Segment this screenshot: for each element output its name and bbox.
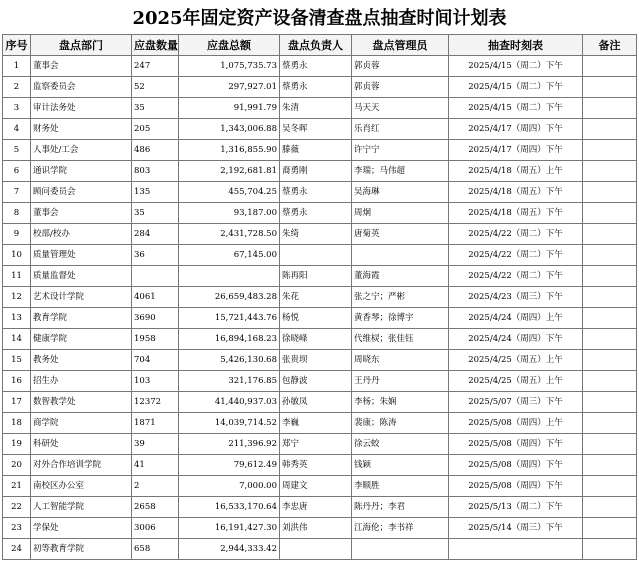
cell-manager[interactable]: 马天天 <box>352 98 449 119</box>
cell-time[interactable]: 2025/5/13（周二）下午 <box>449 497 583 518</box>
cell-amount[interactable]: 41,440,937.03 <box>179 392 280 413</box>
cell-manager[interactable]: 李顺胜 <box>352 476 449 497</box>
cell-manager[interactable]: 江海伦；李书祥 <box>352 518 449 539</box>
cell-manager[interactable]: 裴康；陈涛 <box>352 413 449 434</box>
cell-qty[interactable]: 35 <box>132 203 179 224</box>
cell-manager[interactable]: 张之宁；严彬 <box>352 287 449 308</box>
cell-manager[interactable]: 李杨；朱娴 <box>352 392 449 413</box>
cell-time[interactable]: 2025/5/08（周四）下午 <box>449 476 583 497</box>
cell-leader[interactable]: 朱绮 <box>280 224 352 245</box>
cell-qty[interactable]: 486 <box>132 140 179 161</box>
cell-qty[interactable]: 52 <box>132 77 179 98</box>
cell-leader[interactable]: 吴冬晖 <box>280 119 352 140</box>
cell-manager[interactable] <box>352 539 449 560</box>
cell-time[interactable]: 2025/4/24（周四）下午 <box>449 329 583 350</box>
cell-time[interactable]: 2025/4/15（周二）下午 <box>449 56 583 77</box>
table-row <box>3 245 637 266</box>
cell-qty[interactable]: 135 <box>132 182 179 203</box>
cell-no[interactable]: 13 <box>3 308 31 329</box>
cell-time[interactable]: 2025/5/08（周四）下午 <box>449 455 583 476</box>
cell-amount[interactable]: 79,612.49 <box>179 455 280 476</box>
cell-no[interactable]: 1 <box>3 56 31 77</box>
cell-amount[interactable]: 5,426,130.68 <box>179 350 280 371</box>
cell-time[interactable]: 2025/4/23（周三）下午 <box>449 287 583 308</box>
cell-dept[interactable]: 通识学院 <box>31 161 132 182</box>
table-row <box>3 392 637 413</box>
cell-qty[interactable] <box>132 266 179 287</box>
cell-no[interactable]: 10 <box>3 245 31 266</box>
cell-time[interactable]: 2025/4/24（周四）上午 <box>449 308 583 329</box>
cell-manager[interactable]: 郭贞蓉 <box>352 56 449 77</box>
table-row <box>3 119 637 140</box>
cell-manager[interactable] <box>352 245 449 266</box>
cell-amount[interactable]: 67,145.00 <box>179 245 280 266</box>
cell-remark[interactable] <box>583 203 637 224</box>
cell-dept[interactable]: 董事会 <box>31 203 132 224</box>
cell-remark[interactable] <box>583 266 637 287</box>
cell-no[interactable]: 2 <box>3 77 31 98</box>
cell-leader[interactable]: 蔡勇永 <box>280 182 352 203</box>
table-row <box>3 203 637 224</box>
table-row <box>3 455 637 476</box>
cell-remark[interactable] <box>583 476 637 497</box>
cell-time[interactable]: 2025/5/14（周三）下午 <box>449 518 583 539</box>
cell-leader[interactable]: 朱清 <box>280 98 352 119</box>
cell-remark[interactable] <box>583 329 637 350</box>
cell-dept[interactable]: 南校区办公室 <box>31 476 132 497</box>
table-row <box>3 434 637 455</box>
cell-leader[interactable]: 朱花 <box>280 287 352 308</box>
cell-no[interactable]: 21 <box>3 476 31 497</box>
header-qty: 应盘数量 <box>132 35 179 56</box>
cell-amount[interactable]: 2,944,333.42 <box>179 539 280 560</box>
table-row <box>3 98 637 119</box>
cell-time[interactable]: 2025/4/17（周四）下午 <box>449 140 583 161</box>
cell-qty[interactable]: 803 <box>132 161 179 182</box>
cell-no[interactable]: 3 <box>3 98 31 119</box>
cell-remark[interactable] <box>583 350 637 371</box>
table-row <box>3 371 637 392</box>
cell-amount[interactable]: 455,704.25 <box>179 182 280 203</box>
cell-amount[interactable]: 16,191,427.30 <box>179 518 280 539</box>
cell-qty[interactable]: 1871 <box>132 413 179 434</box>
cell-manager[interactable]: 黄香琴；徐博宇 <box>352 308 449 329</box>
cell-time[interactable]: 2025/4/25（周五）上午 <box>449 350 583 371</box>
cell-dept[interactable]: 教务处 <box>31 350 132 371</box>
cell-leader[interactable]: 滕薇 <box>280 140 352 161</box>
cell-dept[interactable]: 数智教学处 <box>31 392 132 413</box>
cell-remark[interactable] <box>583 245 637 266</box>
cell-time[interactable]: 2025/4/15（周二）下午 <box>449 98 583 119</box>
cell-amount[interactable]: 297,927.01 <box>179 77 280 98</box>
cell-time[interactable]: 2025/4/17（周四）下午 <box>449 119 583 140</box>
table-row <box>3 539 637 560</box>
header-time: 抽查时刻表 <box>449 35 583 56</box>
header-remark: 备注 <box>583 35 637 56</box>
cell-remark[interactable] <box>583 518 637 539</box>
cell-remark[interactable] <box>583 77 637 98</box>
cell-dept[interactable]: 健康学院 <box>31 329 132 350</box>
cell-time[interactable]: 2025/4/18（周五）下午 <box>449 182 583 203</box>
cell-qty[interactable]: 36 <box>132 245 179 266</box>
cell-manager[interactable]: 董海霞 <box>352 266 449 287</box>
cell-dept[interactable]: 科研处 <box>31 434 132 455</box>
table-row <box>3 224 637 245</box>
table-row <box>3 350 637 371</box>
cell-time[interactable]: 2025/5/07（周三）下午 <box>449 392 583 413</box>
cell-time[interactable] <box>449 539 583 560</box>
table-row <box>3 497 637 518</box>
cell-amount[interactable]: 1,316,855.90 <box>179 140 280 161</box>
cell-no[interactable]: 5 <box>3 140 31 161</box>
cell-leader[interactable] <box>280 245 352 266</box>
cell-amount[interactable]: 93,187.00 <box>179 203 280 224</box>
cell-leader[interactable]: 刘洪伟 <box>280 518 352 539</box>
table-row <box>3 56 637 77</box>
cell-qty[interactable]: 2658 <box>132 497 179 518</box>
cell-amount[interactable]: 16,533,170.64 <box>179 497 280 518</box>
cell-qty[interactable]: 4061 <box>132 287 179 308</box>
cell-remark[interactable] <box>583 308 637 329</box>
cell-manager[interactable]: 李瑞；马伟超 <box>352 161 449 182</box>
header-no: 序号 <box>3 35 31 56</box>
cell-remark[interactable] <box>583 539 637 560</box>
cell-amount[interactable]: 211,396.92 <box>179 434 280 455</box>
cell-dept[interactable]: 财务处 <box>31 119 132 140</box>
cell-no[interactable]: 24 <box>3 539 31 560</box>
cell-manager[interactable]: 周炯 <box>352 203 449 224</box>
sheet-title: 2025年固定资产设备清查盘点抽查时间计划表 <box>132 8 507 29</box>
header-row <box>3 35 637 56</box>
cell-leader[interactable]: 李忠唐 <box>280 497 352 518</box>
cell-amount[interactable] <box>179 266 280 287</box>
cell-time[interactable]: 2025/4/25（周五）上午 <box>449 371 583 392</box>
cell-dept[interactable]: 初等教育学院 <box>31 539 132 560</box>
cell-manager[interactable]: 徐云蛟 <box>352 434 449 455</box>
cell-leader[interactable]: 包静波 <box>280 371 352 392</box>
cell-dept[interactable]: 校部/校办 <box>31 224 132 245</box>
cell-dept[interactable]: 对外合作培训学院 <box>31 455 132 476</box>
table-row <box>3 140 637 161</box>
cell-remark[interactable] <box>583 455 637 476</box>
cell-qty[interactable]: 41 <box>132 455 179 476</box>
cell-no[interactable]: 22 <box>3 497 31 518</box>
cell-dept[interactable]: 审计法务处 <box>31 98 132 119</box>
cell-no[interactable]: 17 <box>3 392 31 413</box>
cell-amount[interactable]: 321,176.85 <box>179 371 280 392</box>
cell-qty[interactable]: 3006 <box>132 518 179 539</box>
cell-remark[interactable] <box>583 119 637 140</box>
header-leader: 盘点负责人 <box>280 35 352 56</box>
cell-time[interactable]: 2025/4/18（周五）下午 <box>449 203 583 224</box>
cell-qty[interactable]: 39 <box>132 434 179 455</box>
cell-leader[interactable]: 郑宁 <box>280 434 352 455</box>
cell-qty[interactable]: 3690 <box>132 308 179 329</box>
cell-dept[interactable]: 顾问委员会 <box>31 182 132 203</box>
cell-leader[interactable]: 蔡勇永 <box>280 56 352 77</box>
cell-dept[interactable]: 人事处/工会 <box>31 140 132 161</box>
cell-leader[interactable]: 孙敏凤 <box>280 392 352 413</box>
cell-qty[interactable]: 1958 <box>132 329 179 350</box>
cell-remark[interactable] <box>583 371 637 392</box>
header-manager: 盘点管理员 <box>352 35 449 56</box>
cell-manager[interactable]: 吴海琳 <box>352 182 449 203</box>
cell-remark[interactable] <box>583 98 637 119</box>
cell-leader[interactable]: 韩秀英 <box>280 455 352 476</box>
cell-no[interactable]: 6 <box>3 161 31 182</box>
cell-no[interactable]: 4 <box>3 119 31 140</box>
cell-leader[interactable] <box>280 539 352 560</box>
cell-leader[interactable]: 周建文 <box>280 476 352 497</box>
cell-leader[interactable]: 陈再阳 <box>280 266 352 287</box>
cell-time[interactable]: 2025/5/08（周四）上午 <box>449 413 583 434</box>
cell-manager[interactable]: 郭贞蓉 <box>352 77 449 98</box>
table-row <box>3 308 637 329</box>
schedule-table <box>2 34 637 560</box>
cell-time[interactable]: 2025/4/18（周五）上午 <box>449 161 583 182</box>
cell-no[interactable]: 11 <box>3 266 31 287</box>
cell-dept[interactable]: 商学院 <box>31 413 132 434</box>
cell-no[interactable]: 9 <box>3 224 31 245</box>
cell-manager[interactable]: 王丹丹 <box>352 371 449 392</box>
cell-no[interactable]: 12 <box>3 287 31 308</box>
cell-leader[interactable]: 张贵坝 <box>280 350 352 371</box>
cell-qty[interactable]: 284 <box>132 224 179 245</box>
cell-no[interactable]: 14 <box>3 329 31 350</box>
cell-amount[interactable]: 2,192,681.81 <box>179 161 280 182</box>
cell-no[interactable]: 8 <box>3 203 31 224</box>
cell-dept[interactable]: 学保处 <box>31 518 132 539</box>
cell-leader[interactable]: 裔勇刚 <box>280 161 352 182</box>
cell-manager[interactable]: 代维棂；张佳钰 <box>352 329 449 350</box>
cell-amount[interactable]: 26,659,483.28 <box>179 287 280 308</box>
cell-manager[interactable]: 许宁宁 <box>352 140 449 161</box>
table-row <box>3 266 637 287</box>
cell-qty[interactable]: 103 <box>132 371 179 392</box>
cell-qty[interactable]: 704 <box>132 350 179 371</box>
cell-remark[interactable] <box>583 434 637 455</box>
cell-manager[interactable]: 乐肖红 <box>352 119 449 140</box>
cell-no[interactable]: 23 <box>3 518 31 539</box>
table-row <box>3 182 637 203</box>
cell-no[interactable]: 16 <box>3 371 31 392</box>
cell-manager[interactable]: 钱颖 <box>352 455 449 476</box>
header-dept: 盘点部门 <box>31 35 132 56</box>
cell-time[interactable]: 2025/4/15（周二）下午 <box>449 77 583 98</box>
table-row <box>3 413 637 434</box>
cell-dept[interactable]: 质量监督处 <box>31 266 132 287</box>
cell-qty[interactable]: 247 <box>132 56 179 77</box>
table-row <box>3 476 637 497</box>
cell-no[interactable]: 15 <box>3 350 31 371</box>
cell-remark[interactable] <box>583 287 637 308</box>
cell-time[interactable]: 2025/4/22（周二）下午 <box>449 245 583 266</box>
cell-no[interactable]: 20 <box>3 455 31 476</box>
cell-time[interactable]: 2025/5/08（周四）下午 <box>449 434 583 455</box>
cell-amount[interactable]: 14,039,714.52 <box>179 413 280 434</box>
table-row <box>3 518 637 539</box>
cell-dept[interactable]: 质量管理处 <box>31 245 132 266</box>
cell-remark[interactable] <box>583 140 637 161</box>
table-row <box>3 287 637 308</box>
cell-qty[interactable]: 658 <box>132 539 179 560</box>
table-row <box>3 77 637 98</box>
cell-leader[interactable]: 李巍 <box>280 413 352 434</box>
cell-remark[interactable] <box>583 497 637 518</box>
table-row <box>3 161 637 182</box>
header-amount: 应盘总额 <box>179 35 280 56</box>
cell-remark[interactable] <box>583 182 637 203</box>
cell-leader[interactable]: 徐晓峰 <box>280 329 352 350</box>
cell-dept[interactable]: 招生办 <box>31 371 132 392</box>
cell-amount[interactable]: 1,343,006.88 <box>179 119 280 140</box>
cell-leader[interactable]: 蔡勇永 <box>280 77 352 98</box>
cell-no[interactable]: 18 <box>3 413 31 434</box>
cell-dept[interactable]: 董事会 <box>31 56 132 77</box>
cell-qty[interactable]: 2 <box>132 476 179 497</box>
cell-qty[interactable]: 12372 <box>132 392 179 413</box>
cell-leader[interactable]: 蔡勇永 <box>280 203 352 224</box>
cell-dept[interactable]: 教育学院 <box>31 308 132 329</box>
cell-qty[interactable]: 35 <box>132 98 179 119</box>
cell-amount[interactable]: 91,991.79 <box>179 98 280 119</box>
cell-manager[interactable]: 陈丹丹；李君 <box>352 497 449 518</box>
cell-remark[interactable] <box>583 161 637 182</box>
cell-no[interactable]: 7 <box>3 182 31 203</box>
table-row <box>3 329 637 350</box>
cell-manager[interactable]: 唐菊英 <box>352 224 449 245</box>
cell-remark[interactable] <box>583 224 637 245</box>
cell-qty[interactable]: 205 <box>132 119 179 140</box>
cell-amount[interactable]: 1,075,735.73 <box>179 56 280 77</box>
cell-amount[interactable]: 2,431,728.50 <box>179 224 280 245</box>
cell-leader[interactable]: 杨悦 <box>280 308 352 329</box>
cell-remark[interactable] <box>583 392 637 413</box>
cell-dept[interactable]: 人工智能学院 <box>31 497 132 518</box>
cell-amount[interactable]: 7,000.00 <box>179 476 280 497</box>
cell-manager[interactable]: 周晓东 <box>352 350 449 371</box>
cell-time[interactable]: 2025/4/22（周二）下午 <box>449 266 583 287</box>
cell-time[interactable]: 2025/4/22（周二）下午 <box>449 224 583 245</box>
cell-amount[interactable]: 15,721,443.76 <box>179 308 280 329</box>
cell-dept[interactable]: 艺术设计学院 <box>31 287 132 308</box>
cell-remark[interactable] <box>583 413 637 434</box>
cell-amount[interactable]: 16,894,168.23 <box>179 329 280 350</box>
cell-dept[interactable]: 监察委员会 <box>31 77 132 98</box>
cell-no[interactable]: 19 <box>3 434 31 455</box>
cell-remark[interactable] <box>583 56 637 77</box>
